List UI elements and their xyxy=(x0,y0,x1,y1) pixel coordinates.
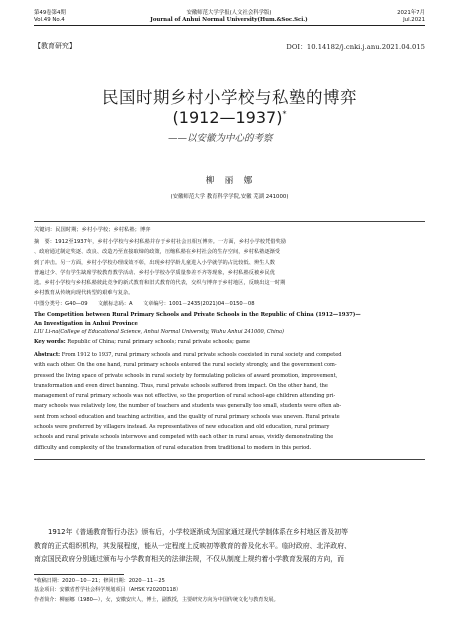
keywords-en xyxy=(34,339,425,345)
abstract-cn xyxy=(34,237,425,299)
abstract-en-line: schools and rural private schools interwove and competed with each other in rural areas, vividly demonstrating the xyxy=(34,434,334,441)
abstract-cn-line: 乡村教育从传统向现代转型的艰难与复杂。 xyxy=(34,290,134,297)
date-cn: 2021年7月 xyxy=(397,10,425,16)
abstract-en-line: difficulty and complexity of the transformation of rural education from traditional to modern in this period. xyxy=(34,444,312,451)
footnote-rule xyxy=(34,574,124,575)
volume-en: Vol.49 No.4 xyxy=(34,16,65,23)
journal-en: Journal of Anhui Normal University(Hum.&Soc.Sci.) xyxy=(150,16,308,23)
abstract-en-line: sent from school education and teaching activities, and the quality of rural primary schools was uneven. Rural private xyxy=(34,413,340,420)
abstract-cn-line: 、政府通过制定奖逐、改良、改造乃至直接取缔的政策，压缩私塾在乡村社会的生存空间，乡村私塾逐渐受 xyxy=(34,249,281,256)
footnote-author-bio: 作者简介：柳丽娜（1980—），女，安徽安庆人，博士，副教授，主要研究方向为中国传统文化与教育发展。 xyxy=(34,596,279,603)
author: 柳 丽 娜 xyxy=(205,176,254,186)
subtitle: ——以安徽为中心的考察 xyxy=(168,133,273,144)
abstract-en-line: pressed the living space of private schools in rural society by formulating policies of award promotion, improvement, xyxy=(34,372,338,379)
keywords-cn: 关键词：民国时期；乡村小学校；乡村私塾；博弈 xyxy=(34,227,151,233)
date-en: Jul.2021 xyxy=(403,16,425,23)
abstract-en-line: transformation and even direct banning. Thus, rural private schools suffered from impact. On the other hand, the xyxy=(34,382,328,389)
doi: DOI：10.14182/j.cnki.j.anu.2021.04.015 xyxy=(286,43,425,51)
title-en xyxy=(34,311,425,328)
title-years-text: (1912—1937) xyxy=(172,108,283,127)
header-journal xyxy=(120,10,338,23)
abstract-en-line: with each other. On the one hand, rural primary schools entered the rural society strongly, and the government com- xyxy=(34,362,337,369)
footnote-funding: 基金项目：安徽省哲学社会科学规划项目（AHSK Y2020D118） xyxy=(34,587,182,594)
title-en-line: The Competition between Rural Primary Schools and Private Schools in the Republic of China (1912—1937)— xyxy=(34,312,361,318)
author-en: LIU Li-na(College of Educational Science, Anhui Normal University, Wuhu Anhui 241000, China) xyxy=(34,329,285,335)
abstract-cn-line: 普遍过少、学有学生缺席学校教育教学活动、乡村小学校办学质量参差不齐等现象，乡村私塾反被乡民优 xyxy=(34,269,275,276)
abstract-top-rule xyxy=(34,221,425,222)
abstract-en-line: mary schools was relatively low, the number of teachers and students was generally too small, students were often ab- xyxy=(34,403,342,410)
abstract-en xyxy=(34,350,425,453)
abstract-cn-line: 到了冲击。另一方面，乡村小学校办理成效不彰，出现乡村学龄儿童进入小学就学的占比较低、辨生人数 xyxy=(34,259,275,266)
classification: 中图分类号：G40—09 文献标志码：A 文章编号：1001－2435(2021)04－0150－08 xyxy=(34,301,255,307)
title-footnote-star: * xyxy=(282,109,287,119)
abstract-cn-line: 选。乡村小学校与乡村私塾彼此竞争的新式教育和旧式教育的代表，交织与博弈于乡村地区，反映出这一时期 xyxy=(34,280,286,287)
title-years xyxy=(34,108,425,127)
footnotes xyxy=(34,577,425,605)
page-title: 民国时期乡村小学校与私塾的博弈 xyxy=(102,88,357,107)
abstract-en-label: Abstract: xyxy=(34,352,61,358)
abstract-cn-line: 摘 要：1912至1937年，乡村小学校与乡村私塾并存于乡村社会且相互博弈。一方面，乡村小学校凭借奖励 xyxy=(34,239,287,245)
footnote-received: *收稿日期：2020－10－21；修回日期：2020－11－25 xyxy=(34,578,165,584)
title-en-line: An Investigation in Anhui Province xyxy=(34,320,138,327)
journal-cn: 安徽师范大学学报(人文社会科学版) xyxy=(186,10,272,16)
abstract-bottom-rule xyxy=(34,459,425,460)
body-line: 教育的正式组织机构，其发展程度，能从一定程度上反映初等教育的普及化水平。临时政府、北洋政府、 xyxy=(34,541,351,550)
section-tag: 【教育研究】 xyxy=(34,42,76,50)
abstract-en-line: From 1912 to 1937, rural primary schools and rural private schools coexisted in rural society and competed xyxy=(61,352,342,358)
keywords-en-text: Republic of China; rural primary schools; rural private schools; game xyxy=(67,339,250,345)
body-line: 南京国民政府分别通过颁布与小学教育相关的法律法规，不仅从制度上规约着小学教育发展的方向，而 xyxy=(34,555,345,563)
header-date xyxy=(345,10,425,23)
body-line: 1912年《普通教育暂行办法》颁布后，小学校逐渐成为国家通过现代学制体系在乡村地区普及初等 xyxy=(48,528,349,536)
affiliation: (安徽师范大学 教育科学学院,安徽 芜湖 241000) xyxy=(170,194,289,200)
header-rule xyxy=(34,25,425,26)
abstract-en-line: schools were preferred by villagers instead. As representatives of new education and old education, rural primary xyxy=(34,424,330,431)
header-volume xyxy=(34,10,114,23)
keywords-en-label: Key words: xyxy=(34,339,66,345)
body-text xyxy=(34,526,425,567)
abstract-en-line: management of rural primary schools was not effective, so the proportion of rural school-age children attending pri- xyxy=(34,393,336,400)
volume-cn: 第49卷第4期 xyxy=(34,10,66,16)
